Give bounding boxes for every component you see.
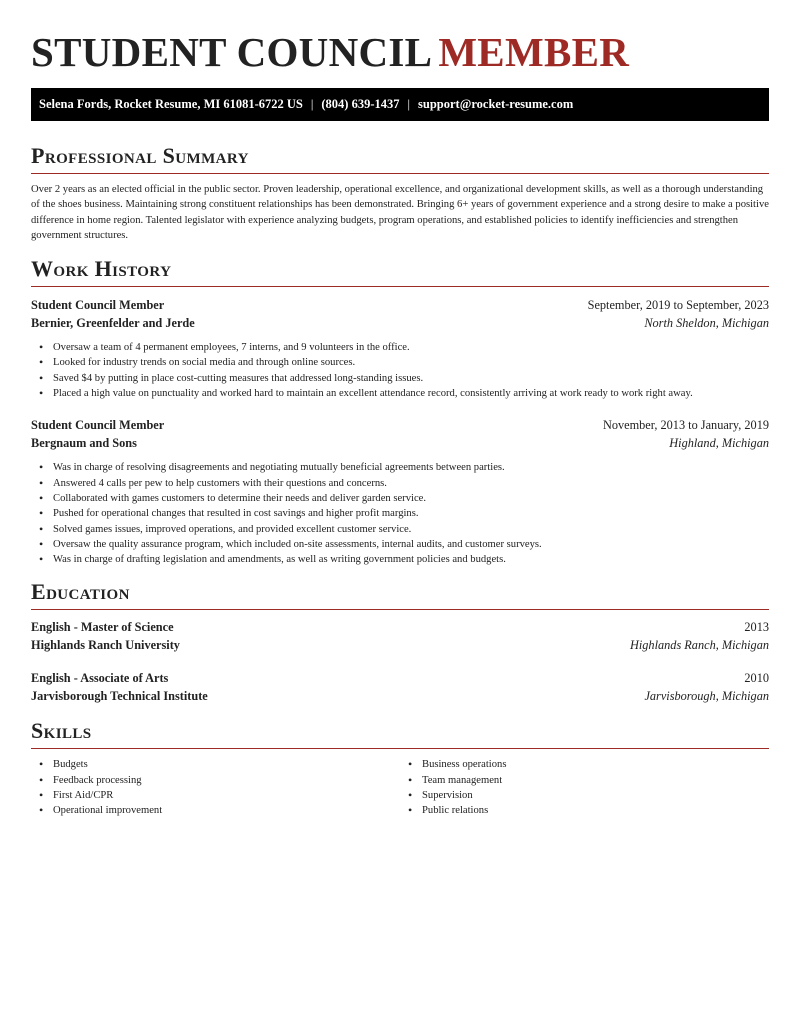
skill-item: • Budgets <box>39 757 400 772</box>
job-bullet: • Was in charge of drafting legislation and amendments, as well as writing government policies and budgets. <box>39 552 769 567</box>
contact-phone: (804) 639-1437 <box>321 97 400 111</box>
contact-address: Selena Fords, Rocket Resume, MI 61081-6722 US <box>39 97 303 111</box>
education-year: 2010 <box>744 671 769 686</box>
education-location: Highlands Ranch, Michigan <box>629 637 769 652</box>
skills-list-right <box>400 757 769 818</box>
work-history-heading: Work History <box>31 258 769 287</box>
job-bullet: • Oversaw the quality assurance program, which included on-site assessments, internal audits, and customer surveys. <box>39 537 769 552</box>
education-school: Jarvisborough Technical Institute <box>31 688 208 703</box>
job-bullet: • Pushed for operational changes that resulted in cost savings and higher profit margins. <box>39 506 769 521</box>
summary-heading: Professional Summary <box>31 145 769 174</box>
contact-bar <box>31 88 769 121</box>
job-bullet: • Collaborated with games customers to determine their needs and deliver garden service. <box>39 491 769 506</box>
job-bullet: • Looked for industry trends on social media and through online sources. <box>39 355 769 370</box>
education-year: 2013 <box>744 620 769 635</box>
job-bullet: • Placed a high value on punctuality and worked hard to maintain an excellent attendance record, consistently arriving at work ready to work right away. <box>39 386 769 401</box>
contact-email: support@rocket-resume.com <box>418 97 574 111</box>
job-location: North Sheldon, Michigan <box>644 315 769 330</box>
summary-text: Over 2 years as an elected official in the public sector. Proven leadership, operational excellence, and organizational development skills, as well as a thorough understanding of the shoes business. Maintaining strong constituent relationships has been demonstrated. Bringing 6+ years of government experience and a strong desire to make a positive difference in home region. Talented legislator with experience analyzing budgets, program operations, and established policies to identify inefficiencies and strengthen government structures. <box>31 184 769 241</box>
job-title: Student Council Member <box>31 418 165 433</box>
skills-list-left <box>31 757 400 818</box>
skill-item: • First Aid/CPR <box>39 788 400 803</box>
education-degree: English - Master of Science <box>31 620 174 635</box>
job-entry <box>31 297 769 401</box>
work-history-section <box>31 258 769 567</box>
education-section <box>31 581 769 705</box>
education-heading: Education <box>31 581 769 610</box>
job-title: Student Council Member <box>31 298 165 313</box>
job-location: Highland, Michigan <box>669 435 769 450</box>
summary-section <box>31 145 769 243</box>
skill-item: • Feedback processing <box>39 773 400 788</box>
resume-title <box>31 29 769 75</box>
education-entry <box>31 619 769 654</box>
job-bullet: • Solved games issues, improved operations, and provided excellent customer service. <box>39 522 769 537</box>
job-company: Bernier, Greenfelder and Jerde <box>31 315 195 330</box>
skill-item: • Public relations <box>408 803 769 818</box>
job-bullet: • Answered 4 calls per pew to help customers with their questions and concerns. <box>39 476 769 491</box>
skill-item: • Supervision <box>408 788 769 803</box>
title-first-part: STUDENT COUNCIL <box>31 29 433 75</box>
job-bullet: • Oversaw a team of 4 permanent employees, 7 interns, and 9 volunteers in the office. <box>39 340 769 355</box>
job-dates: November, 2013 to January, 2019 <box>602 418 769 433</box>
education-school: Highlands Ranch University <box>31 637 180 652</box>
job-bullet: • Saved $4 by putting in place cost-cutting measures that addressed long-standing issues. <box>39 371 769 386</box>
job-entry <box>31 417 769 567</box>
contact-separator: | <box>310 97 314 111</box>
job-bullets <box>31 340 769 401</box>
job-company: Bergnaum and Sons <box>31 435 137 450</box>
skills-section <box>31 720 769 818</box>
education-degree: English - Associate of Arts <box>31 671 169 686</box>
skills-heading: Skills <box>31 720 769 749</box>
skill-item: • Team management <box>408 773 769 788</box>
skill-item: • Business operations <box>408 757 769 772</box>
job-bullet: • Was in charge of resolving disagreements and negotiating mutually beneficial agreements between parties. <box>39 460 769 475</box>
skill-item: • Operational improvement <box>39 803 400 818</box>
education-location: Jarvisborough, Michigan <box>644 688 769 703</box>
skills-columns <box>31 757 769 818</box>
title-second-part: MEMBER <box>438 29 630 75</box>
contact-separator: | <box>407 97 411 111</box>
job-bullets <box>31 460 769 567</box>
education-entry <box>31 670 769 705</box>
job-dates: September, 2019 to September, 2023 <box>587 298 769 313</box>
